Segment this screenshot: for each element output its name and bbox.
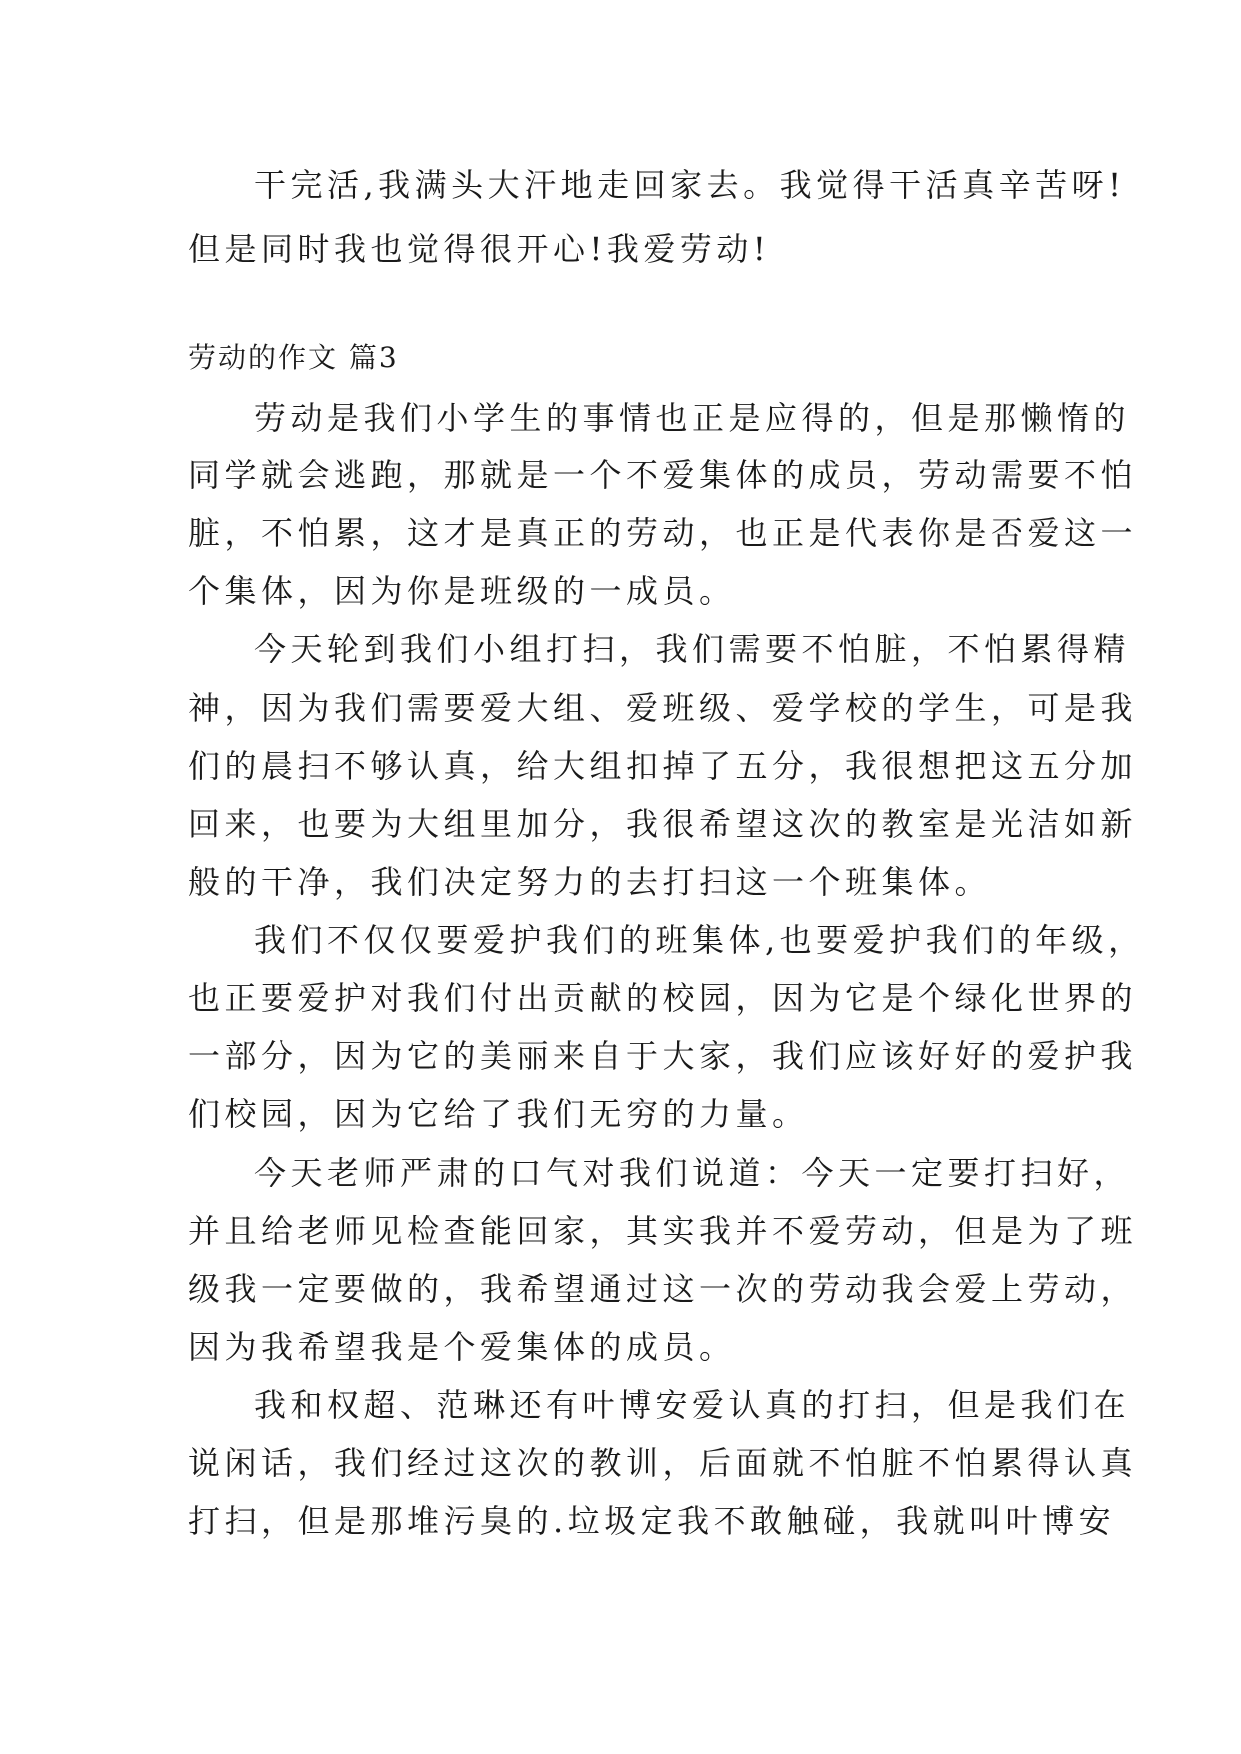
paragraph-line: 今天轮到我们小组打扫，我们需要不怕脏，不怕累得精 xyxy=(254,630,1131,668)
paragraph-line: 打扫，但是那堆污臭的.垃圾定我不敢触碰，我就叫叶博安 xyxy=(188,1502,1116,1540)
paragraph-line: 我们不仅仅要爱护我们的班集体,也要爱护我们的年级， xyxy=(254,921,1145,959)
paragraph-line: 般的干净，我们决定努力的去打扫这一个班集体。 xyxy=(188,863,992,901)
paragraph-line: 个集体，因为你是班级的一成员。 xyxy=(188,572,736,610)
paragraph-line: 级我一定要做的，我希望通过这一次的劳动我会爱上劳动， xyxy=(188,1270,1138,1308)
paragraph-line: 们的晨扫不够认真，给大组扣掉了五分，我很想把这五分加 xyxy=(188,747,1138,785)
paragraph-line: 说闲话，我们经过这次的教训，后面就不怕脏不怕累得认真 xyxy=(188,1444,1138,1482)
paragraph-line: 今天老师严肃的口气对我们说道：今天一定要打扫好， xyxy=(254,1154,1131,1192)
section-heading: 劳动的作文 篇3 xyxy=(188,341,399,374)
paragraph-line: 干完活,我满头大汗地走回家去。我觉得干活真辛苦呀! xyxy=(254,166,1126,204)
paragraph-line: 脏，不怕累，这才是真正的劳动，也正是代表你是否爱这一 xyxy=(188,514,1138,552)
paragraph-line: 也正要爱护对我们付出贡献的校园，因为它是个绿化世界的 xyxy=(188,979,1138,1017)
paragraph-line: 并且给老师见检查能回家，其实我并不爱劳动，但是为了班 xyxy=(188,1212,1138,1250)
paragraph-line: 一部分，因为它的美丽来自于大家，我们应该好好的爱护我 xyxy=(188,1037,1138,1075)
paragraph-line: 同学就会逃跑，那就是一个不爱集体的成员，劳动需要不怕 xyxy=(188,456,1138,494)
paragraph-line: 劳动是我们小学生的事情也正是应得的，但是那懒惰的 xyxy=(254,399,1131,437)
paragraph-line: 神，因为我们需要爱大组、爱班级、爱学校的学生，可是我 xyxy=(188,689,1138,727)
paragraph-line: 们校园，因为它给了我们无穷的力量。 xyxy=(188,1095,809,1133)
paragraph-line: 但是同时我也觉得很开心!我爱劳动! xyxy=(188,230,771,268)
paragraph-line: 回来，也要为大组里加分，我很希望这次的教室是光洁如新 xyxy=(188,805,1138,843)
paragraph-line: 因为我希望我是个爱集体的成员。 xyxy=(188,1328,736,1366)
paragraph-line: 我和权超、范琳还有叶博安爱认真的打扫，但是我们在 xyxy=(254,1386,1131,1424)
